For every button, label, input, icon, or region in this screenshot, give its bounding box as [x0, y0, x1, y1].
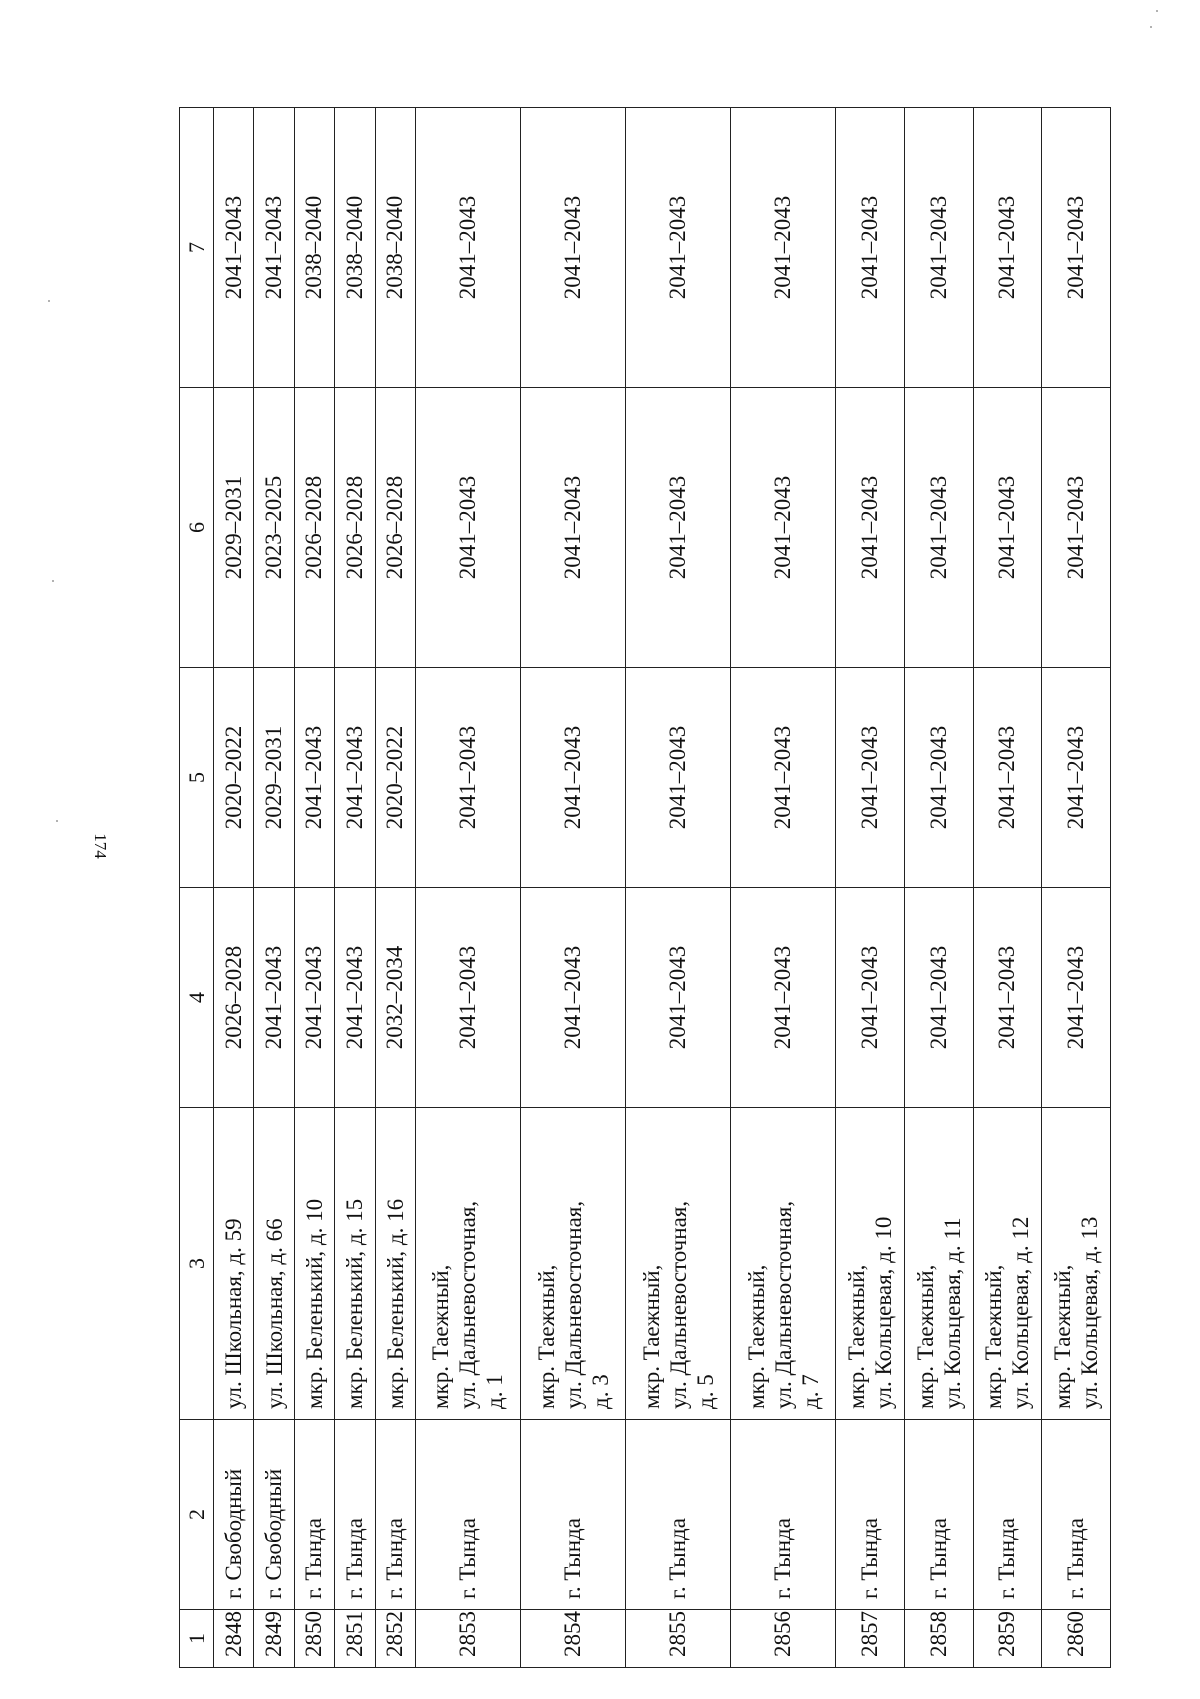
city-cell: г. Тында — [415, 1420, 520, 1610]
table-row — [1042, 108, 1111, 1668]
city-cell: г. Тында — [1042, 1420, 1111, 1610]
period-cell: 2041–2043 — [904, 388, 973, 668]
address-cell: мкр. Беленький, д. 10 — [294, 1108, 334, 1420]
period-cell: 2041–2043 — [254, 888, 294, 1108]
period-cell: 2041–2043 — [521, 388, 626, 668]
column-header: 4 — [180, 888, 214, 1108]
registry-table — [179, 107, 1111, 1668]
table-row — [836, 108, 905, 1668]
address-cell: мкр. Таежный, ул. Дальневосточная, д. 3 — [521, 1108, 626, 1420]
city-cell: г. Свободный — [254, 1420, 294, 1610]
period-cell: 2029–2031 — [254, 668, 294, 888]
row-number: 2852 — [375, 1610, 415, 1668]
period-cell: 2038–2040 — [294, 108, 334, 388]
table-row — [335, 108, 375, 1668]
table-row — [731, 108, 836, 1668]
period-cell: 2026–2028 — [294, 388, 334, 668]
scan-speck — [52, 580, 54, 582]
row-number: 2850 — [294, 1610, 334, 1668]
period-cell: 2041–2043 — [731, 888, 836, 1108]
period-cell: 2041–2043 — [415, 888, 520, 1108]
period-cell: 2041–2043 — [214, 108, 254, 388]
table-row — [294, 108, 334, 1668]
period-cell: 2041–2043 — [521, 108, 626, 388]
period-cell: 2041–2043 — [521, 888, 626, 1108]
row-number: 2860 — [1042, 1610, 1111, 1668]
table-row — [415, 108, 520, 1668]
period-cell: 2041–2043 — [904, 108, 973, 388]
table-row — [904, 108, 973, 1668]
address-cell: мкр. Беленький, д. 15 — [335, 1108, 375, 1420]
city-cell: г. Тында — [375, 1420, 415, 1610]
row-number: 2859 — [973, 1610, 1042, 1668]
scan-speck — [1150, 26, 1152, 28]
period-cell: 2041–2043 — [1042, 388, 1111, 668]
period-cell: 2038–2040 — [375, 108, 415, 388]
city-cell: г. Свободный — [214, 1420, 254, 1610]
period-cell: 2041–2043 — [973, 108, 1042, 388]
column-header: 1 — [180, 1610, 214, 1668]
row-number: 2849 — [254, 1610, 294, 1668]
rotated-table-frame — [179, 108, 1111, 1668]
period-cell: 2032–2034 — [375, 888, 415, 1108]
city-cell: г. Тында — [836, 1420, 905, 1610]
period-cell: 2041–2043 — [335, 888, 375, 1108]
period-cell: 2041–2043 — [626, 388, 731, 668]
period-cell: 2041–2043 — [1042, 668, 1111, 888]
period-cell: 2041–2043 — [731, 388, 836, 668]
period-cell: 2041–2043 — [626, 668, 731, 888]
period-cell: 2041–2043 — [836, 388, 905, 668]
table-row — [214, 108, 254, 1668]
period-cell: 2041–2043 — [294, 888, 334, 1108]
address-cell: мкр. Таежный, ул. Кольцевая, д. 10 — [836, 1108, 905, 1420]
address-cell: мкр. Таежный, ул. Дальневосточная, д. 5 — [626, 1108, 731, 1420]
page-number: 174 — [91, 833, 110, 859]
period-cell: 2041–2043 — [836, 888, 905, 1108]
city-cell: г. Тында — [731, 1420, 836, 1610]
period-cell: 2041–2043 — [973, 668, 1042, 888]
address-cell: мкр. Беленький, д. 16 — [375, 1108, 415, 1420]
table-row — [254, 108, 294, 1668]
period-cell: 2041–2043 — [254, 108, 294, 388]
scan-speck — [48, 300, 50, 302]
table-row — [973, 108, 1042, 1668]
period-cell: 2041–2043 — [836, 108, 905, 388]
city-cell: г. Тында — [294, 1420, 334, 1610]
period-cell: 2041–2043 — [836, 668, 905, 888]
period-cell: 2026–2028 — [214, 888, 254, 1108]
period-cell: 2041–2043 — [731, 668, 836, 888]
address-cell: ул. Школьная, д. 66 — [254, 1108, 294, 1420]
period-cell: 2041–2043 — [294, 668, 334, 888]
period-cell: 2041–2043 — [973, 888, 1042, 1108]
row-number: 2856 — [731, 1610, 836, 1668]
scan-speck — [1156, 10, 1158, 12]
period-cell: 2020–2022 — [214, 668, 254, 888]
period-cell: 2041–2043 — [904, 668, 973, 888]
table-container — [179, 108, 1111, 1668]
address-cell: мкр. Таежный, ул. Дальневосточная, д. 1 — [415, 1108, 520, 1420]
city-cell: г. Тында — [335, 1420, 375, 1610]
period-cell: 2041–2043 — [904, 888, 973, 1108]
scan-speck — [56, 820, 58, 822]
row-number: 2851 — [335, 1610, 375, 1668]
period-cell: 2041–2043 — [335, 668, 375, 888]
table-row — [626, 108, 731, 1668]
period-cell: 2041–2043 — [1042, 888, 1111, 1108]
period-cell: 2041–2043 — [415, 108, 520, 388]
row-number: 2848 — [214, 1610, 254, 1668]
address-cell: мкр. Таежный, ул. Кольцевая, д. 13 — [1042, 1108, 1111, 1420]
address-cell: мкр. Таежный, ул. Кольцевая, д. 11 — [904, 1108, 973, 1420]
period-cell: 2041–2043 — [521, 668, 626, 888]
row-number: 2853 — [415, 1610, 520, 1668]
city-cell: г. Тында — [626, 1420, 731, 1610]
table-row — [521, 108, 626, 1668]
city-cell: г. Тында — [904, 1420, 973, 1610]
column-header: 3 — [180, 1108, 214, 1420]
period-cell: 2041–2043 — [731, 108, 836, 388]
column-header: 7 — [180, 108, 214, 388]
period-cell: 2041–2043 — [1042, 108, 1111, 388]
period-cell: 2038–2040 — [335, 108, 375, 388]
period-cell: 2041–2043 — [415, 668, 520, 888]
header-row — [180, 108, 214, 1668]
period-cell: 2026–2028 — [375, 388, 415, 668]
period-cell: 2026–2028 — [335, 388, 375, 668]
period-cell: 2041–2043 — [415, 388, 520, 668]
row-number: 2857 — [836, 1610, 905, 1668]
address-cell: мкр. Таежный, ул. Дальневосточная, д. 7 — [731, 1108, 836, 1420]
period-cell: 2023–2025 — [254, 388, 294, 668]
period-cell: 2020–2022 — [375, 668, 415, 888]
period-cell: 2029–2031 — [214, 388, 254, 668]
column-header: 6 — [180, 388, 214, 668]
period-cell: 2041–2043 — [626, 108, 731, 388]
period-cell: 2041–2043 — [626, 888, 731, 1108]
address-cell: мкр. Таежный, ул. Кольцевая, д. 12 — [973, 1108, 1042, 1420]
city-cell: г. Тында — [973, 1420, 1042, 1610]
city-cell: г. Тында — [521, 1420, 626, 1610]
row-number: 2858 — [904, 1610, 973, 1668]
period-cell: 2041–2043 — [973, 388, 1042, 668]
column-header: 2 — [180, 1420, 214, 1610]
row-number: 2855 — [626, 1610, 731, 1668]
table-row — [375, 108, 415, 1668]
address-cell: ул. Школьная, д. 59 — [214, 1108, 254, 1420]
column-header: 5 — [180, 668, 214, 888]
row-number: 2854 — [521, 1610, 626, 1668]
